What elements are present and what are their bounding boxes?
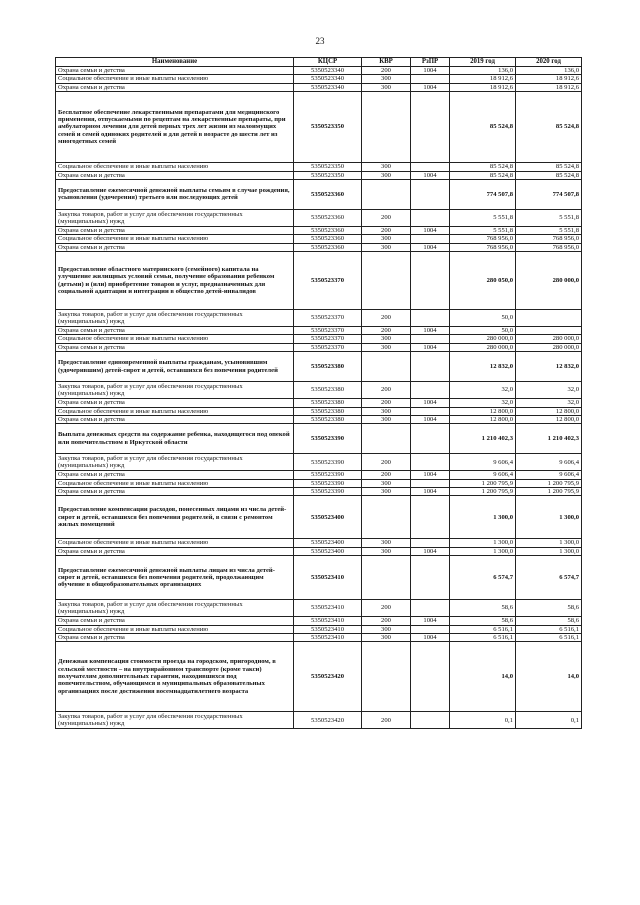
row-name: Закупка товаров, работ и услуг для обеспечения государственных (муниципальных) нужд	[56, 382, 294, 399]
row-kvr: 300	[362, 625, 411, 633]
row-kvr: 300	[362, 539, 411, 547]
row-name: Охрана семьи и детства	[56, 617, 294, 625]
row-value-2019: 32,0	[450, 382, 516, 399]
row-value-2019: 6 516,1	[450, 633, 516, 641]
row-kvr	[362, 496, 411, 539]
row-value-2019: 768 956,0	[450, 235, 516, 243]
row-kvr: 200	[362, 67, 411, 75]
row-value-2019: 1 200 795,9	[450, 488, 516, 496]
row-name: Охрана семьи и детства	[56, 633, 294, 641]
row-value-2020: 12 800,0	[516, 415, 582, 423]
row-rzpr	[411, 235, 450, 243]
row-kvr: 200	[362, 327, 411, 335]
row-name: Охрана семьи и детства	[56, 226, 294, 234]
row-rzpr	[411, 539, 450, 547]
row-rzpr	[411, 163, 450, 171]
row-name: Предоставление ежемесячной денежной выплаты лицам из числа детей-сирот и детей, оставшихся без попечения родителей, продолжающим обучение в общеобразовательных организациях	[56, 556, 294, 600]
row-kcsr: 5350523380	[294, 352, 362, 382]
table-row	[56, 625, 582, 633]
table-row	[56, 327, 582, 335]
row-kcsr: 5350523340	[294, 83, 362, 91]
row-rzpr	[411, 600, 450, 617]
row-name: Социальное обеспечение и иные выплаты населению	[56, 235, 294, 243]
table-row	[56, 454, 582, 471]
row-value-2020: 18 912,6	[516, 83, 582, 91]
row-name: Социальное обеспечение и иные выплаты населению	[56, 407, 294, 415]
row-value-2019: 774 507,8	[450, 179, 516, 209]
row-name: Предоставление ежемесячной денежной выплаты семьям в случае рождения, усыновления (удочерения) третьего или последующих детей	[56, 179, 294, 209]
row-name: Закупка товаров, работ и услуг для обеспечения государственных (муниципальных) нужд	[56, 209, 294, 226]
row-name: Бесплатное обеспечение лекарственными препаратами для медицинского применения, отпускаемыми по рецептам на лекарственные препараты, при амбулаторном лечении для детей первых трех лет жизни из малоимущих семей и семей одиноких родителей и для детей в возрасте до шести лет из многодетных семей	[56, 92, 294, 163]
table-row	[56, 226, 582, 234]
row-kvr	[362, 556, 411, 600]
row-rzpr: 1004	[411, 617, 450, 625]
row-value-2019: 9 606,4	[450, 471, 516, 479]
row-value-2019: 12 800,0	[450, 415, 516, 423]
table-row	[56, 75, 582, 83]
row-name: Закупка товаров, работ и услуг для обеспечения государственных (муниципальных) нужд	[56, 712, 294, 729]
row-name: Закупка товаров, работ и услуг для обеспечения государственных (муниципальных) нужд	[56, 600, 294, 617]
row-value-2020: 85 524,8	[516, 92, 582, 163]
header-kcsr: КЦСР	[294, 58, 362, 67]
row-value-2020: 136,0	[516, 67, 582, 75]
row-value-2020: 6 516,1	[516, 625, 582, 633]
row-value-2020: 58,6	[516, 617, 582, 625]
row-value-2019: 32,0	[450, 399, 516, 407]
table-row	[56, 407, 582, 415]
table-row	[56, 399, 582, 407]
row-value-2019: 6 574,7	[450, 556, 516, 600]
row-kvr: 200	[362, 600, 411, 617]
row-rzpr	[411, 424, 450, 454]
row-rzpr: 1004	[411, 343, 450, 351]
row-name: Охрана семьи и детства	[56, 399, 294, 407]
table-row	[56, 335, 582, 343]
row-kcsr: 5350523390	[294, 488, 362, 496]
row-name: Охрана семьи и детства	[56, 327, 294, 335]
row-kvr: 200	[362, 382, 411, 399]
row-kcsr: 5350523350	[294, 163, 362, 171]
row-value-2020: 1 300,0	[516, 547, 582, 555]
table-row	[56, 83, 582, 91]
row-value-2020: 0,1	[516, 712, 582, 729]
row-rzpr: 1004	[411, 243, 450, 251]
row-value-2020: 1 300,0	[516, 496, 582, 539]
row-kvr: 300	[362, 547, 411, 555]
table-row	[56, 496, 582, 539]
table-row	[56, 424, 582, 454]
row-value-2020: 12 800,0	[516, 407, 582, 415]
row-value-2020: 768 956,0	[516, 235, 582, 243]
table-row	[56, 547, 582, 555]
row-value-2019: 1 300,0	[450, 547, 516, 555]
row-name: Охрана семьи и детства	[56, 415, 294, 423]
row-value-2020: 12 832,0	[516, 352, 582, 382]
row-name: Закупка товаров, работ и услуг для обеспечения государственных (муниципальных) нужд	[56, 454, 294, 471]
row-rzpr	[411, 712, 450, 729]
row-name: Предоставление компенсации расходов, понесенных лицами из числа детей-сирот и детей, оставшихся без попечения родителей, в связи с ремонтом жилых помещений	[56, 496, 294, 539]
row-kcsr: 5350523360	[294, 243, 362, 251]
row-rzpr	[411, 209, 450, 226]
row-rzpr: 1004	[411, 471, 450, 479]
row-value-2020: 6 574,7	[516, 556, 582, 600]
row-value-2020: 280 000,0	[516, 252, 582, 310]
row-kcsr: 5350523340	[294, 67, 362, 75]
row-kcsr: 5350523370	[294, 252, 362, 310]
header-name: Наименование	[56, 58, 294, 67]
row-kvr	[362, 92, 411, 163]
row-kcsr: 5350523410	[294, 600, 362, 617]
row-kcsr: 5350523380	[294, 382, 362, 399]
page-number: 23	[315, 36, 325, 46]
row-value-2020: 5 551,8	[516, 226, 582, 234]
row-name: Социальное обеспечение и иные выплаты населению	[56, 75, 294, 83]
row-rzpr	[411, 75, 450, 83]
row-kvr: 300	[362, 633, 411, 641]
table-row	[56, 163, 582, 171]
row-kvr: 300	[362, 235, 411, 243]
row-kvr: 200	[362, 454, 411, 471]
table-row	[56, 633, 582, 641]
budget-table	[55, 57, 582, 729]
row-kvr	[362, 252, 411, 310]
row-kvr: 300	[362, 171, 411, 179]
row-kcsr: 5350523370	[294, 335, 362, 343]
row-rzpr	[411, 625, 450, 633]
row-value-2019: 1 210 402,3	[450, 424, 516, 454]
row-name: Охрана семьи и детства	[56, 471, 294, 479]
row-kcsr: 5350523390	[294, 479, 362, 487]
row-name: Социальное обеспечение и иные выплаты населению	[56, 335, 294, 343]
row-kcsr: 5350523410	[294, 617, 362, 625]
header-2019: 2019 год	[450, 58, 516, 67]
row-rzpr	[411, 407, 450, 415]
table-row	[56, 235, 582, 243]
row-kcsr: 5350523380	[294, 415, 362, 423]
row-kvr: 300	[362, 479, 411, 487]
row-value-2019: 58,6	[450, 617, 516, 625]
row-kvr: 300	[362, 415, 411, 423]
row-value-2020: 1 210 402,3	[516, 424, 582, 454]
row-value-2019: 18 912,6	[450, 75, 516, 83]
row-value-2020: 32,0	[516, 399, 582, 407]
table-row	[56, 642, 582, 712]
row-kvr: 200	[362, 226, 411, 234]
row-kvr: 300	[362, 488, 411, 496]
row-rzpr	[411, 642, 450, 712]
row-kvr: 200	[362, 617, 411, 625]
table-row	[56, 171, 582, 179]
row-kcsr: 5350523370	[294, 327, 362, 335]
row-rzpr: 1004	[411, 67, 450, 75]
row-value-2020: 6 516,1	[516, 633, 582, 641]
row-value-2019: 12 832,0	[450, 352, 516, 382]
row-value-2019: 0,1	[450, 712, 516, 729]
row-kvr: 300	[362, 75, 411, 83]
row-kcsr: 5350523420	[294, 642, 362, 712]
row-kvr: 300	[362, 243, 411, 251]
row-value-2020: 5 551,8	[516, 209, 582, 226]
row-kcsr: 5350523410	[294, 633, 362, 641]
row-value-2020: 14,0	[516, 642, 582, 712]
row-rzpr	[411, 479, 450, 487]
table-row	[56, 712, 582, 729]
row-kcsr: 5350523370	[294, 343, 362, 351]
row-value-2019: 85 524,8	[450, 171, 516, 179]
row-value-2020: 1 300,0	[516, 539, 582, 547]
row-name: Выплата денежных средств на содержание ребенка, находящегося под опекой или попечительством в Иркутской области	[56, 424, 294, 454]
table-row	[56, 310, 582, 327]
row-name: Охрана семьи и детства	[56, 243, 294, 251]
row-value-2020: 1 200 795,9	[516, 488, 582, 496]
row-value-2020: 774 507,8	[516, 179, 582, 209]
row-kcsr: 5350523410	[294, 625, 362, 633]
row-rzpr: 1004	[411, 226, 450, 234]
row-value-2019: 14,0	[450, 642, 516, 712]
table-row	[56, 352, 582, 382]
row-name: Охрана семьи и детства	[56, 343, 294, 351]
row-name: Предоставление единовременной выплаты гражданам, усыновившим (удочерившим) детей-сирот и детей, оставшихся без попечения родителей	[56, 352, 294, 382]
row-value-2019: 1 300,0	[450, 539, 516, 547]
row-name: Охрана семьи и детства	[56, 488, 294, 496]
row-kcsr: 5350523390	[294, 454, 362, 471]
row-rzpr: 1004	[411, 171, 450, 179]
row-kcsr: 5350523400	[294, 547, 362, 555]
table-row	[56, 92, 582, 163]
row-kvr: 200	[362, 310, 411, 327]
row-name: Охрана семьи и детства	[56, 547, 294, 555]
row-rzpr: 1004	[411, 415, 450, 423]
row-kcsr: 5350523360	[294, 179, 362, 209]
row-rzpr	[411, 556, 450, 600]
row-kcsr: 5350523390	[294, 471, 362, 479]
table-row	[56, 556, 582, 600]
row-name: Социальное обеспечение и иные выплаты населению	[56, 479, 294, 487]
row-value-2019: 280 000,0	[450, 343, 516, 351]
row-kcsr: 5350523420	[294, 712, 362, 729]
row-rzpr: 1004	[411, 547, 450, 555]
table-header-row	[56, 58, 582, 67]
row-value-2020: 18 912,6	[516, 75, 582, 83]
row-rzpr	[411, 382, 450, 399]
row-rzpr	[411, 335, 450, 343]
row-value-2019: 136,0	[450, 67, 516, 75]
row-value-2019: 1 300,0	[450, 496, 516, 539]
table-row	[56, 415, 582, 423]
row-kvr: 200	[362, 471, 411, 479]
row-value-2019: 12 800,0	[450, 407, 516, 415]
row-value-2019: 58,6	[450, 600, 516, 617]
header-rzpr: РзПР	[411, 58, 450, 67]
row-kcsr: 5350523350	[294, 171, 362, 179]
row-kcsr: 5350523360	[294, 209, 362, 226]
row-value-2019: 280 050,0	[450, 252, 516, 310]
row-rzpr: 1004	[411, 399, 450, 407]
row-name: Денежная компенсация стоимости проезда на городском, пригородном, в сельской местности – на внутрирайонном транспорте (кроме такси) получателям дополнительных гарантии, находившихся под попечительством, обучающимся в муниципальных образовательных организациях после достижения восемнадцатилетнего возраста	[56, 642, 294, 712]
row-kcsr: 5350523360	[294, 226, 362, 234]
row-value-2020: 58,6	[516, 600, 582, 617]
row-name: Охрана семьи и детства	[56, 171, 294, 179]
row-rzpr: 1004	[411, 83, 450, 91]
row-name: Охрана семьи и детства	[56, 67, 294, 75]
table-row	[56, 382, 582, 399]
row-rzpr	[411, 454, 450, 471]
row-value-2020	[516, 327, 582, 335]
row-kvr	[362, 352, 411, 382]
row-value-2019: 6 516,1	[450, 625, 516, 633]
row-value-2019: 5 551,8	[450, 226, 516, 234]
table-row	[56, 252, 582, 310]
row-kvr: 300	[362, 163, 411, 171]
row-kcsr: 5350523380	[294, 407, 362, 415]
row-value-2020: 9 606,4	[516, 471, 582, 479]
table-row	[56, 343, 582, 351]
row-kcsr: 5350523350	[294, 92, 362, 163]
row-value-2020: 280 000,0	[516, 335, 582, 343]
row-kcsr: 5350523410	[294, 556, 362, 600]
row-rzpr: 1004	[411, 327, 450, 335]
row-value-2019: 18 912,6	[450, 83, 516, 91]
row-rzpr	[411, 310, 450, 327]
table-row	[56, 600, 582, 617]
row-kcsr: 5350523390	[294, 424, 362, 454]
table-row	[56, 243, 582, 251]
row-kcsr: 5350523340	[294, 75, 362, 83]
row-kcsr: 5350523360	[294, 235, 362, 243]
table-row	[56, 179, 582, 209]
row-value-2019: 5 551,8	[450, 209, 516, 226]
row-rzpr	[411, 496, 450, 539]
table-row	[56, 67, 582, 75]
row-kvr: 300	[362, 407, 411, 415]
row-rzpr: 1004	[411, 633, 450, 641]
table-row	[56, 479, 582, 487]
header-2020: 2020 год	[516, 58, 582, 67]
row-value-2019: 85 524,8	[450, 92, 516, 163]
row-kcsr: 5350523380	[294, 399, 362, 407]
row-value-2020: 85 524,8	[516, 163, 582, 171]
row-rzpr	[411, 92, 450, 163]
row-kcsr: 5350523400	[294, 496, 362, 539]
row-kcsr: 5350523370	[294, 310, 362, 327]
table-row	[56, 539, 582, 547]
table-row	[56, 471, 582, 479]
table-row	[56, 209, 582, 226]
row-kvr: 300	[362, 83, 411, 91]
row-value-2019: 50,0	[450, 310, 516, 327]
row-value-2019: 768 956,0	[450, 243, 516, 251]
row-kvr	[362, 642, 411, 712]
row-kvr: 200	[362, 712, 411, 729]
table-row	[56, 488, 582, 496]
row-value-2019: 9 606,4	[450, 454, 516, 471]
row-name: Охрана семьи и детства	[56, 83, 294, 91]
row-name: Закупка товаров, работ и услуг для обеспечения государственных (муниципальных) нужд	[56, 310, 294, 327]
row-value-2020: 768 956,0	[516, 243, 582, 251]
row-kvr: 300	[362, 343, 411, 351]
row-value-2020: 32,0	[516, 382, 582, 399]
row-value-2020: 85 524,8	[516, 171, 582, 179]
row-value-2019: 50,0	[450, 327, 516, 335]
row-kvr: 200	[362, 399, 411, 407]
row-kcsr: 5350523400	[294, 539, 362, 547]
row-value-2019: 1 200 795,9	[450, 479, 516, 487]
row-kvr: 300	[362, 335, 411, 343]
row-rzpr	[411, 179, 450, 209]
row-rzpr: 1004	[411, 488, 450, 496]
row-rzpr	[411, 352, 450, 382]
row-name: Социальное обеспечение и иные выплаты населению	[56, 625, 294, 633]
table-row	[56, 617, 582, 625]
row-kvr	[362, 424, 411, 454]
row-value-2019: 280 000,0	[450, 335, 516, 343]
row-value-2019: 85 524,8	[450, 163, 516, 171]
row-name: Социальное обеспечение и иные выплаты населению	[56, 163, 294, 171]
row-value-2020: 280 000,0	[516, 343, 582, 351]
row-value-2020: 9 606,4	[516, 454, 582, 471]
row-name: Социальное обеспечение и иные выплаты населению	[56, 539, 294, 547]
header-kvr: КВР	[362, 58, 411, 67]
row-value-2020	[516, 310, 582, 327]
row-kvr: 200	[362, 209, 411, 226]
row-rzpr	[411, 252, 450, 310]
row-name: Предоставление областного материнского (семейного) капитала на улучшение жилищных условий семьи, получение образования ребенком (детьми) и (или) приобретение товаров и услуг, предназначенных для социальной адаптации и интеграции в общество детей-инвалидов	[56, 252, 294, 310]
row-kvr	[362, 179, 411, 209]
row-value-2020: 1 200 795,9	[516, 479, 582, 487]
